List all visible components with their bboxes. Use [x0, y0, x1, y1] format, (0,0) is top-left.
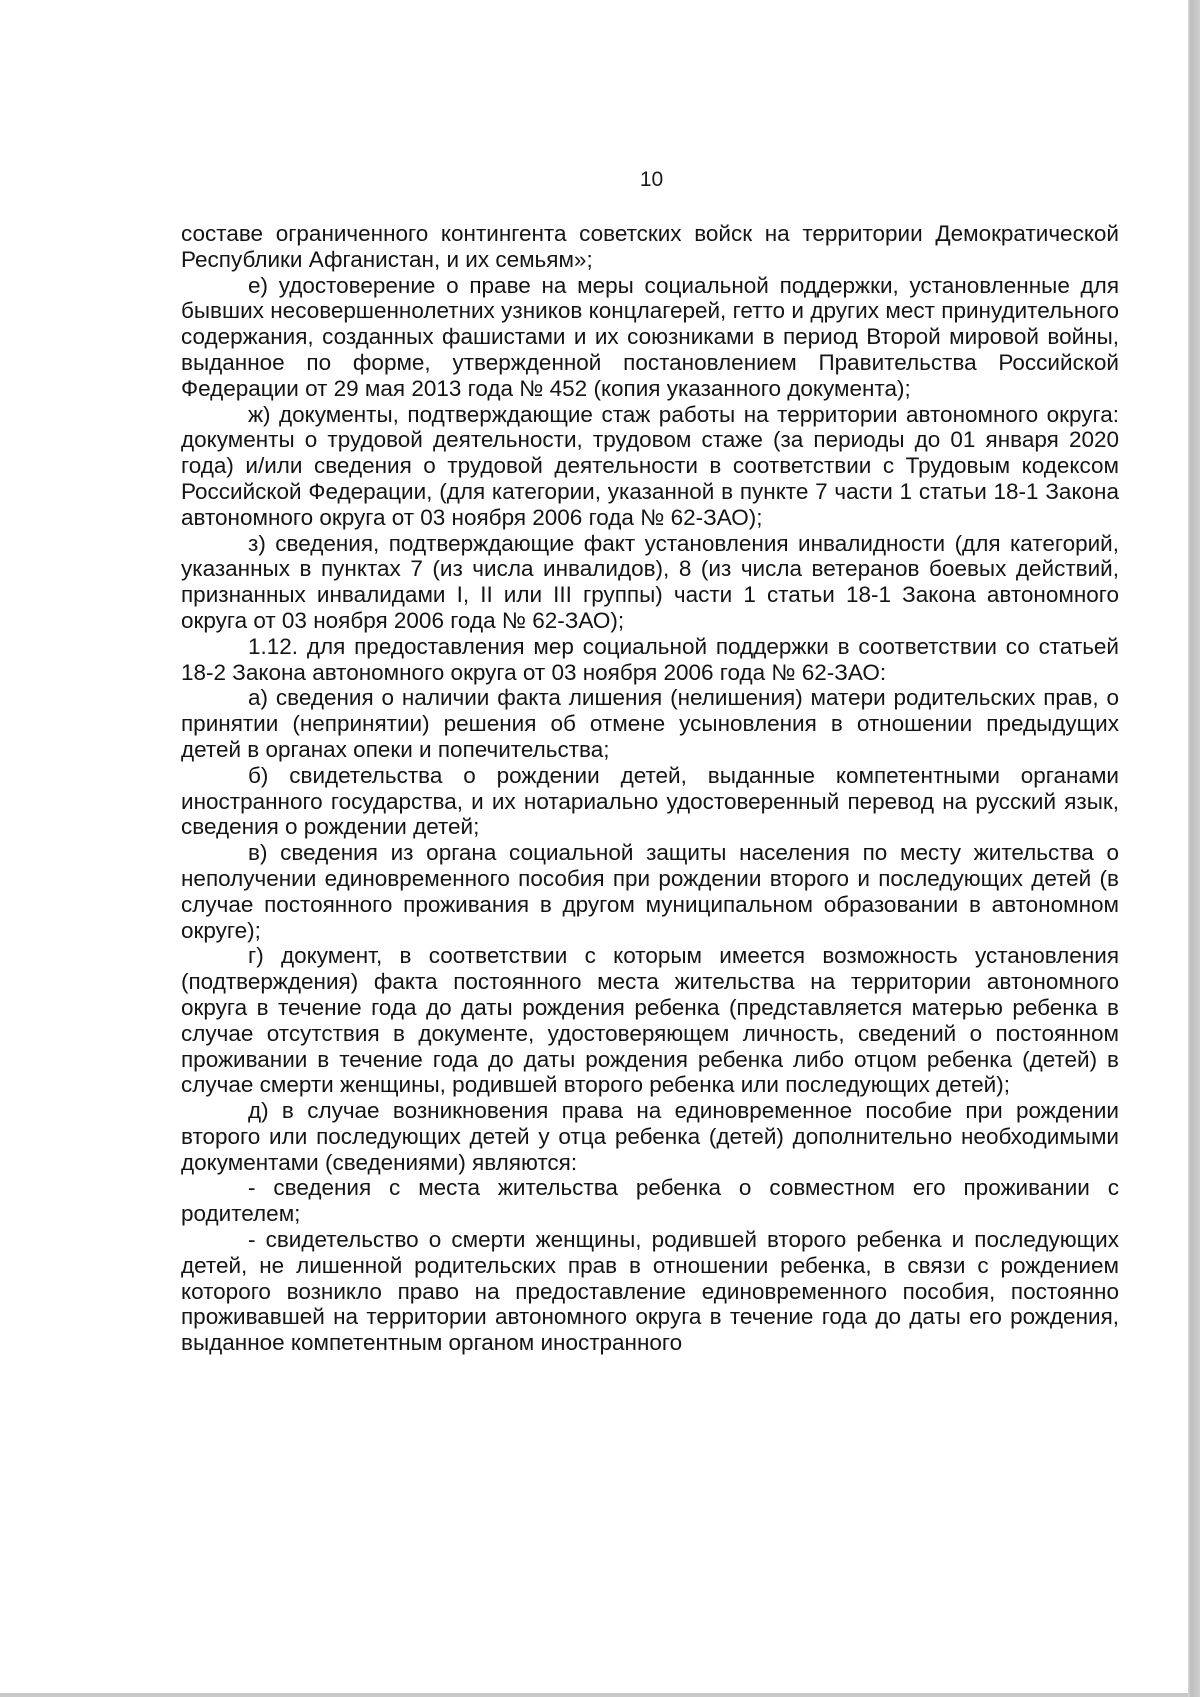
paragraph-item-e: е) удостоверение о праве на меры социальной поддержки, установленные для бывших несовершеннолетних узников концлагерей, гетто и других мест принудительного содержания, созданных фашистами и их союзниками в период Второй мировой войны, выданное по форме, утвержденной постановлением Правительства Российской Федерации от 29 мая 2013 года № 452 (копия указанного документа); [181, 272, 1119, 401]
paragraph-item-z: з) сведения, подтверждающие факт установления инвалидности (для категорий, указанных в пунктах 7 (из числа инвалидов), 8 (из числа ветеранов боевых действий, признанных инвалидами I, II или III группы) части 1 статьи 18-1 Закона автономного округа от 03 ноября 2006 года № 62-ЗАО); [181, 530, 1119, 633]
paragraph-item-d: д) в случае возникновения права на единовременное пособие при рождении второго или последующих детей у отца ребенка (детей) дополнительно необходимыми документами (сведениями) являются: [181, 1098, 1119, 1175]
paragraph-item-a: а) сведения о наличии факта лишения (нелишения) матери родительских прав, о принятии (непринятии) решения об отмене усыновления в отношении предыдущих детей в органах опеки и попечительства; [181, 685, 1119, 762]
paragraph-item-g: г) документ, в соответствии с которым имеется возможность установления (подтверждения) факта постоянного места жительства на территории автономного округа в течение года до даты рождения ребенка (представляется матерью ребенка в случае отсутствия в документе, удостоверяющем личность, сведений о постоянном проживании в течение года до даты рождения ребенка либо отцом ребенка (детей) в случае смерти женщины, родившей второго ребенка или последующих детей); [181, 943, 1119, 1098]
paragraph-dash-item-1: - сведения с места жительства ребенка о совместном его проживании с родителем; [181, 1175, 1119, 1227]
paragraph-dash-item-2: - свидетельство о смерти женщины, родившей второго ребенка и последующих детей, не лишенной родительских прав в отношении ребенка, в связи с рождением которого возникло право на предоставление единовременного пособия, постоянно проживавшей на территории автономного округа в течение года до даты его рождения, выданное компетентным органом иностранного [181, 1227, 1119, 1356]
scan-bottom-edge [0, 1693, 1188, 1697]
paragraph-continuation: составе ограниченного контингента советских войск на территории Демократической Республики Афганистан, и их семьям»; [181, 221, 1119, 272]
document-text-body [181, 221, 1119, 1356]
paragraph-section-1-12: 1.12. для предоставления мер социальной поддержки в соответствии со статьей 18-2 Закона автономного округа от 03 ноября 2006 года № 62-ЗАО: [181, 633, 1119, 685]
page-number: 10 [639, 168, 664, 191]
scan-right-edge [1188, 0, 1200, 1697]
paragraph-item-zh: ж) документы, подтверждающие стаж работы на территории автономного округа: документы о трудовой деятельности, трудовом стаже (за периоды до 01 января 2020 года) и/или сведения о трудовой деятельности в соответствии с Трудовым кодексом Российской Федерации, (для категории, указанной в пункте 7 части 1 статьи 18-1 Закона автономного округа от 03 ноября 2006 года № 62-ЗАО); [181, 401, 1119, 530]
paragraph-item-v: в) сведения из органа социальной защиты населения по месту жительства о неполучении единовременного пособия при рождении второго и последующих детей (в случае постоянного проживания в другом муниципальном образовании в автономном округе); [181, 840, 1119, 943]
paragraph-item-b: б) свидетельства о рождении детей, выданные компетентными органами иностранного государства, и их нотариально удостоверенный перевод на русский язык, сведения о рождении детей; [181, 762, 1119, 840]
